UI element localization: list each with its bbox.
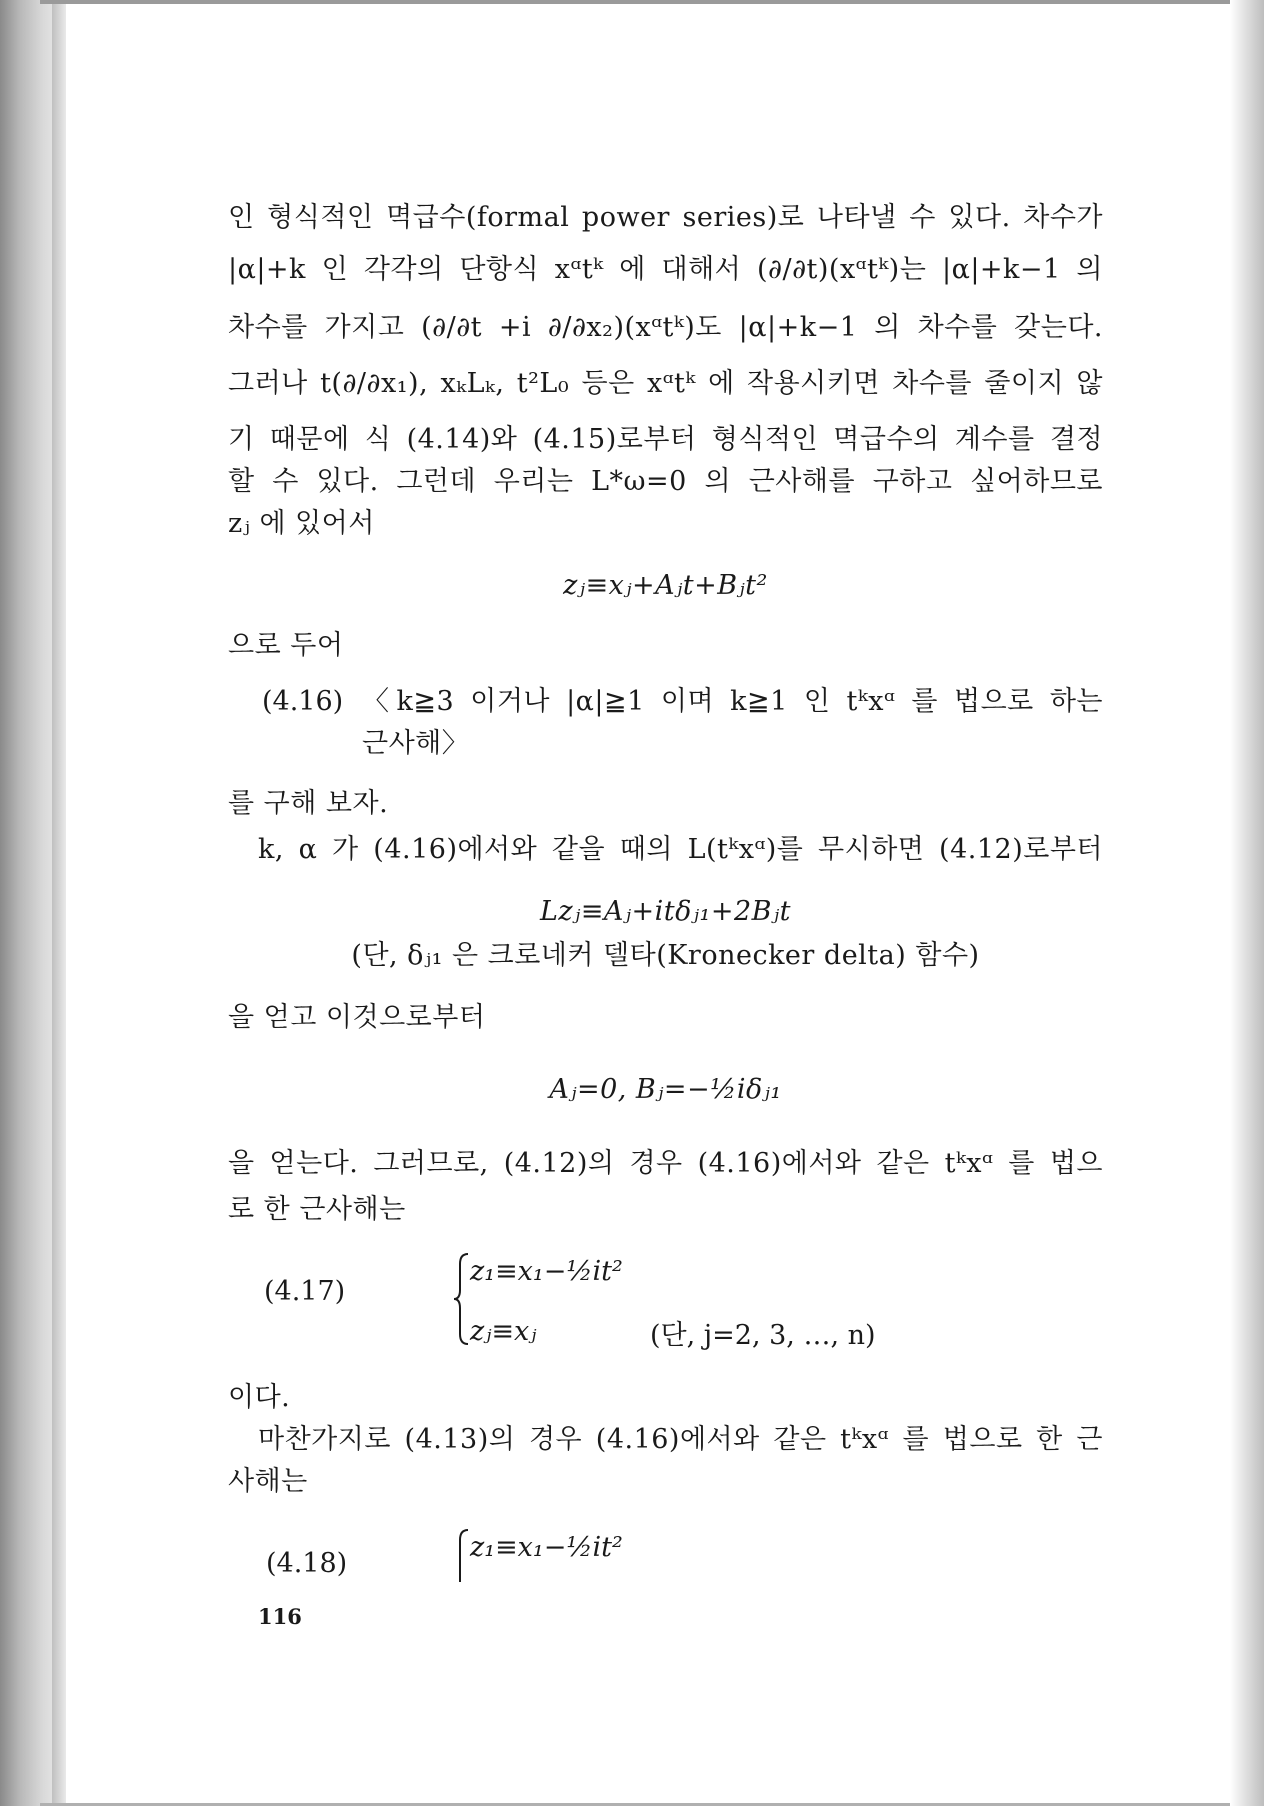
text-line-8: 으로 두어 — [228, 630, 344, 661]
text-line-9: 를 구해 보자. — [228, 788, 389, 819]
page-right-edge — [1230, 0, 1264, 1806]
text-line-13: 로 한 근사해는 — [228, 1194, 406, 1225]
text-line-16: 사해는 — [228, 1466, 308, 1497]
text-line-12: 을 얻는다. 그러므로, (4.12)의 경우 (4.16)에서와 같은 tᵏxᵅ 를 법으 — [228, 1148, 1103, 1179]
condition-4-16-line-2: 근사해〉 — [362, 728, 470, 759]
left-brace-4-17 — [452, 1252, 470, 1346]
text-line-3: 차수를 가지고 (∂/∂t +i ∂/∂x₂)(xᵅtᵏ)도 |α|+k−1 의 차수를 갖는다. — [228, 312, 1103, 343]
text-line-6: 할 수 있다. 그런데 우리는 L*ω=0 의 근사해를 구하고 싶어하므로 — [228, 466, 1103, 497]
text-line-15: 마찬가지로 (4.13)의 경우 (4.16)에서와 같은 tᵏxᵅ 를 법으로 한 근 — [258, 1424, 1103, 1455]
equation-L: Lzⱼ≡Aⱼ+itδⱼ₁+2Bⱼt — [540, 896, 791, 927]
equation-z: zⱼ≡xⱼ+Aⱼt+Bⱼt² — [563, 570, 768, 601]
equation-4-18-line-1: z₁≡x₁−½it² — [470, 1532, 623, 1563]
condition-4-16-line-1: 〈k≧3 이거나 |α|≧1 이며 k≧1 인 tᵏxᵅ 를 법으로 하는 — [362, 686, 1103, 717]
text-line-11: 을 얻고 이것으로부터 — [228, 1002, 486, 1033]
text-line-7: zⱼ 에 있어서 — [228, 508, 375, 539]
equation-L-note: (단, δⱼ₁ 은 크로네커 델타(Kronecker delta) 함수) — [351, 940, 980, 971]
text-line-2: |α|+k 인 각각의 단항식 xᵅtᵏ 에 대해서 (∂/∂t)(xᵅtᵏ)는 |α|+k−1 의 — [228, 254, 1103, 285]
text-line-5: 기 때문에 식 (4.14)와 (4.15)로부터 형식적인 멱급수의 계수를 결정 — [228, 424, 1103, 455]
equation-number-4-18: (4.18) — [266, 1548, 348, 1579]
equation-number-4-16: (4.16) — [262, 686, 344, 717]
text-line-4: 그러나 t(∂/∂x₁), xₖLₖ, t²L₀ 등은 xᵅtᵏ 에 작용시키면 차수를 줄이지 않 — [228, 368, 1103, 399]
text-line-10: k, α 가 (4.16)에서와 같을 때의 L(tᵏxᵅ)를 무시하면 (4.12)로부터 — [258, 834, 1103, 865]
text-line-14: 이다. — [228, 1382, 291, 1413]
equation-4-17-line-2: zⱼ≡xⱼ — [470, 1316, 537, 1347]
equation-A-B: Aⱼ=0, Bⱼ=−½iδⱼ₁ — [549, 1074, 782, 1105]
equation-4-17-note: (단, j=2, 3, …, n) — [650, 1320, 876, 1351]
equation-number-4-17: (4.17) — [264, 1276, 346, 1307]
equation-4-17-line-1: z₁≡x₁−½it² — [470, 1256, 623, 1287]
page-number: 116 — [258, 1604, 302, 1629]
left-brace-4-18 — [452, 1528, 470, 1584]
text-line-1: 인 형식적인 멱급수(formal power series)로 나타낼 수 있다. 차수가 — [228, 202, 1103, 233]
